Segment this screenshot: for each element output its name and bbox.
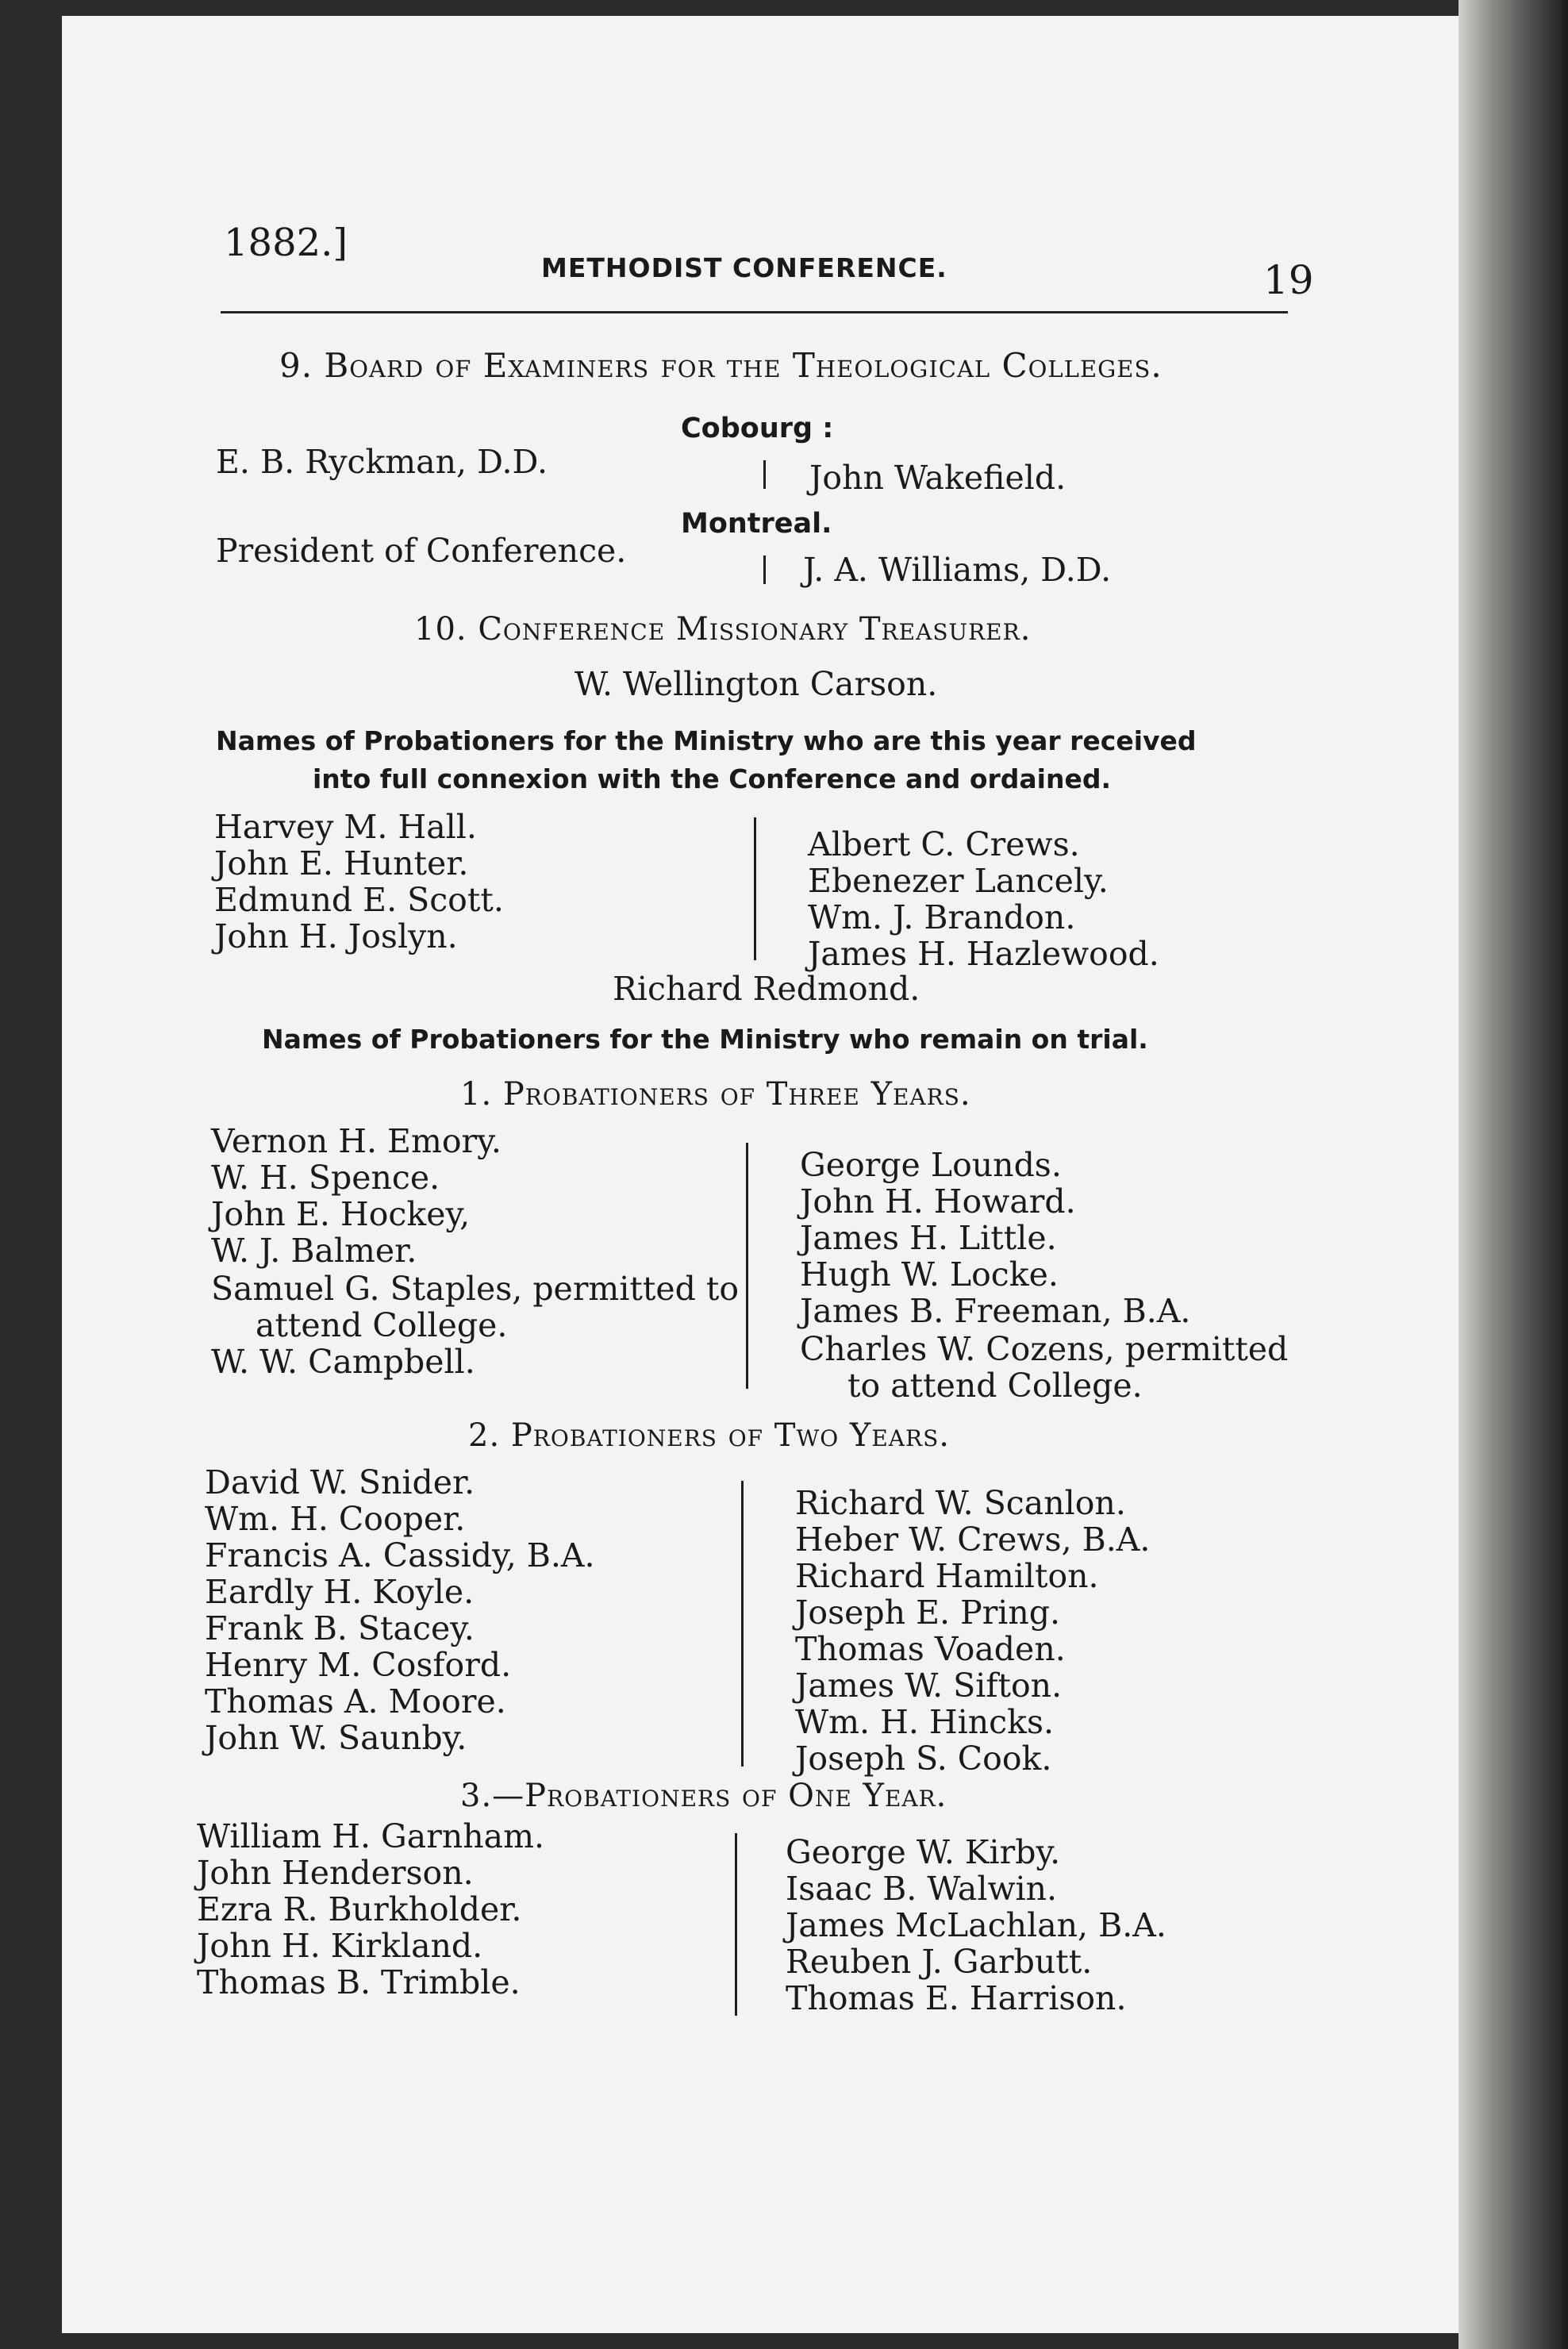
one-year-left-4: John H. Kirkland. xyxy=(197,1927,483,1965)
one-year-left-2: John Henderson. xyxy=(197,1854,474,1892)
received-heading-line2: into full connexion with the Conference and ordained. xyxy=(313,763,1112,794)
two-years-left-2: Wm. H. Cooper. xyxy=(205,1500,466,1538)
board-examiner-left-1: E. B. Ryckman, D.D. xyxy=(216,443,548,481)
received-center: Richard Redmond. xyxy=(613,970,920,1008)
column-divider xyxy=(763,556,766,584)
treasurer-heading: 10. Conference Missionary Treasurer. xyxy=(414,611,1032,648)
board-examiner-left-2: President of Conference. xyxy=(216,532,627,570)
two-years-left-8: John W. Saunby. xyxy=(205,1719,467,1757)
cobourg-label: Cobourg : xyxy=(681,413,834,444)
one-year-right-1: George W. Kirby. xyxy=(786,1833,1061,1871)
column-divider xyxy=(763,460,766,489)
board-heading: 9. Board of Examiners for the Theological Colleges. xyxy=(279,346,1163,385)
board-examiner-right-1: John Wakefield. xyxy=(809,459,1066,497)
two-years-right-7: Wm. H. Hincks. xyxy=(795,1703,1055,1741)
one-year-right-2: Isaac B. Walwin. xyxy=(786,1870,1058,1908)
one-year-left-1: William H. Garnham. xyxy=(197,1817,545,1855)
two-years-right-5: Thomas Voaden. xyxy=(795,1630,1066,1668)
column-divider xyxy=(746,1143,748,1389)
two-years-left-7: Thomas A. Moore. xyxy=(205,1682,506,1720)
two-years-left-6: Henry M. Cosford. xyxy=(205,1646,512,1684)
column-divider xyxy=(754,817,756,960)
three-years-heading: 1. Probationers of Three Years. xyxy=(460,1076,971,1113)
board-examiner-right-2: J. A. Williams, D.D. xyxy=(803,551,1112,589)
column-divider xyxy=(741,1481,744,1767)
three-years-right-2: John H. Howard. xyxy=(800,1182,1076,1221)
received-left-3: Edmund E. Scott. xyxy=(214,881,504,919)
three-years-left-3: John E. Hockey, xyxy=(211,1195,471,1233)
received-right-4: James H. Hazlewood. xyxy=(808,935,1159,973)
received-left-4: John H. Joslyn. xyxy=(214,917,458,955)
one-year-left-5: Thomas B. Trimble. xyxy=(197,1963,521,2001)
book-gutter xyxy=(1458,0,1568,2349)
three-years-right-3: James H. Little. xyxy=(800,1219,1057,1257)
three-years-right-6: Charles W. Cozens, permitted xyxy=(800,1330,1289,1368)
three-years-left-2: W. H. Spence. xyxy=(211,1159,440,1197)
montreal-label: Montreal. xyxy=(681,508,832,540)
one-year-heading: 3.—Probationers of One Year. xyxy=(460,1778,947,1814)
three-years-right-7: to attend College. xyxy=(847,1367,1143,1405)
two-years-right-8: Joseph S. Cook. xyxy=(795,1740,1052,1778)
two-years-right-6: James W. Sifton. xyxy=(795,1667,1063,1705)
two-years-right-3: Richard Hamilton. xyxy=(795,1557,1099,1595)
three-years-left-1: Vernon H. Emory. xyxy=(211,1122,502,1160)
header-title: METHODIST CONFERENCE. xyxy=(541,252,947,283)
two-years-left-5: Frank B. Stacey. xyxy=(205,1609,475,1647)
three-years-left-5: Samuel G. Staples, permitted to xyxy=(211,1270,740,1308)
one-year-left-3: Ezra R. Burkholder. xyxy=(197,1890,522,1928)
received-right-3: Wm. J. Brandon. xyxy=(808,898,1076,936)
two-years-right-1: Richard W. Scanlon. xyxy=(795,1484,1126,1522)
one-year-right-4: Reuben J. Garbutt. xyxy=(786,1943,1093,1981)
received-heading-line1: Names of Probationers for the Ministry who are this year received xyxy=(216,725,1197,756)
received-left-1: Harvey M. Hall. xyxy=(214,808,477,846)
received-right-2: Ebenezer Lancely. xyxy=(808,862,1109,900)
two-years-heading: 2. Probationers of Two Years. xyxy=(468,1417,950,1454)
two-years-left-4: Eardly H. Koyle. xyxy=(205,1573,475,1611)
three-years-right-4: Hugh W. Locke. xyxy=(800,1255,1059,1294)
three-years-right-1: George Lounds. xyxy=(800,1146,1062,1184)
one-year-right-3: James McLachlan, B.A. xyxy=(786,1906,1166,1944)
three-years-left-7: W. W. Campbell. xyxy=(211,1343,475,1381)
header-year: 1882.] xyxy=(224,221,348,265)
page-number: 19 xyxy=(1263,257,1314,303)
one-year-right-5: Thomas E. Harrison. xyxy=(786,1979,1127,2017)
column-divider xyxy=(735,1833,737,2016)
two-years-right-2: Heber W. Crews, B.A. xyxy=(795,1521,1151,1559)
on-trial-heading: Names of Probationers for the Ministry who remain on trial. xyxy=(262,1024,1148,1055)
two-years-right-4: Joseph E. Pring. xyxy=(795,1594,1061,1632)
header-rule xyxy=(221,311,1288,313)
three-years-left-4: W. J. Balmer. xyxy=(211,1232,417,1270)
two-years-left-3: Francis A. Cassidy, B.A. xyxy=(205,1536,595,1574)
two-years-left-1: David W. Snider. xyxy=(205,1463,475,1501)
received-left-2: John E. Hunter. xyxy=(214,844,469,882)
three-years-right-5: James B. Freeman, B.A. xyxy=(800,1292,1191,1330)
three-years-left-6: attend College. xyxy=(256,1306,508,1344)
received-right-1: Albert C. Crews. xyxy=(808,825,1080,863)
treasurer-name: W. Wellington Carson. xyxy=(575,665,938,703)
